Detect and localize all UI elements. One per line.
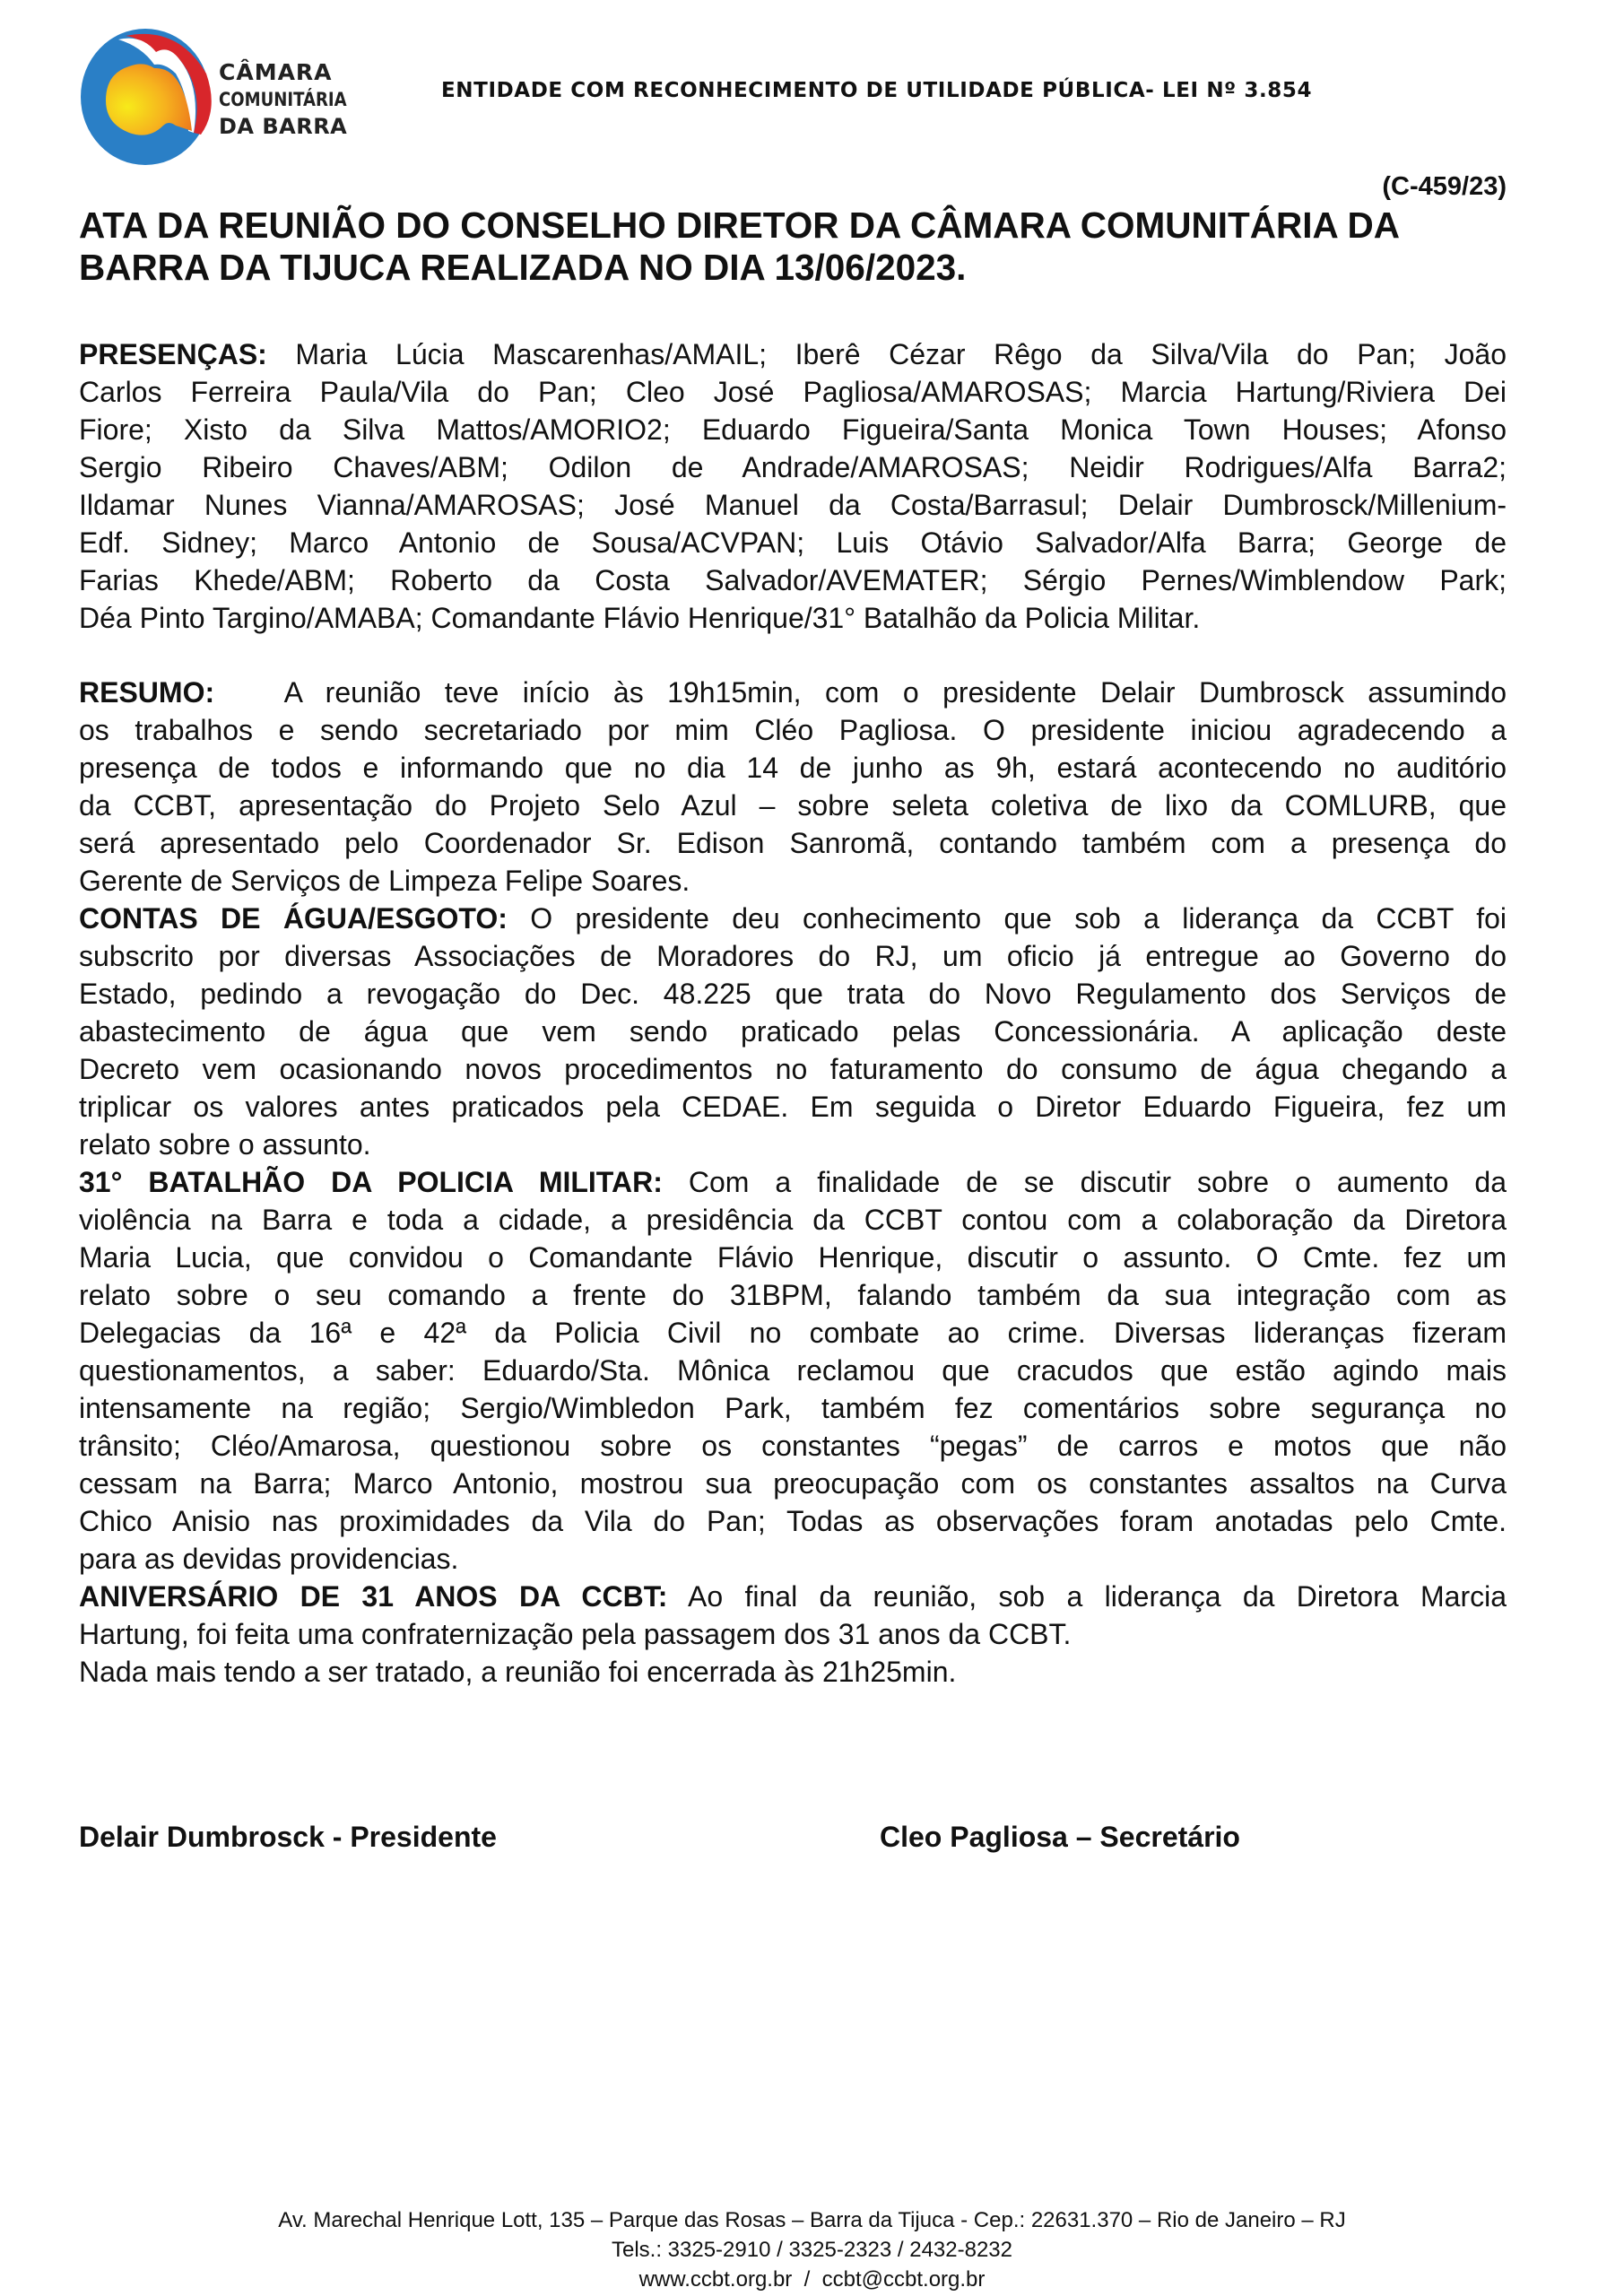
text-line: ANIVERSÁRIO DE 31 ANOS DA CCBT: Ao final da reunião, sob a liderança da Diretora Marcia (79, 1580, 1507, 1613)
text-line: Farias Khede/ABM; Roberto da Costa Salvador/AVEMATER; Sérgio Pernes/Wimblendow Park; (79, 564, 1507, 596)
text-line: violência na Barra e toda a cidade, a presidência da CCBT contou com a colaboração da Diretora (79, 1204, 1507, 1236)
footer-phones: Tels.: 3325-2910 / 3325-2323 / 2432-8232 (611, 2238, 1012, 2262)
logo-line-1: CÂMARA (219, 59, 333, 85)
ccbt-logo-icon (79, 27, 215, 166)
ccbt-logo (79, 27, 215, 166)
text-line: relato sobre o seu comando a frente do 31BPM, falando também da sua integração com as (79, 1279, 1507, 1311)
text-line: questionamentos, a saber: Eduardo/Sta. Mônica reclamou que cracudos que estão agindo mais (79, 1354, 1507, 1387)
attendance-label: PRESENÇAS: (79, 338, 267, 370)
text-line: abastecimento de água que vem sendo praticado pelas Concessionária. A aplicação deste (79, 1015, 1507, 1048)
text-line: Ildamar Nunes Vianna/AMAROSAS; José Manuel da Costa/Barrasul; Delair Dumbrosck/Millenium- (79, 489, 1507, 521)
document-title (79, 204, 1508, 289)
text-line: Delegacias da 16ª e 42ª da Policia Civil no combate ao crime. Diversas lideranças fizeram (79, 1317, 1507, 1349)
anniversary-label: ANIVERSÁRIO DE 31 ANOS DA CCBT: (79, 1580, 668, 1613)
title-line: ATA DA REUNIÃO DO CONSELHO DIRETOR DA CÂMARA COMUNITÁRIA DA (79, 204, 1400, 246)
secretary-signature: Cleo Pagliosa – Secretário (880, 1821, 1240, 1853)
text-line: relato sobre o assunto. (79, 1128, 371, 1161)
attendance-section (79, 335, 1507, 637)
text-line: Fiore; Xisto da Silva Mattos/AMORIO2; Eduardo Figueira/Santa Monica Town Houses; Afonso (79, 413, 1507, 446)
document-reference: (C-459/23) (1382, 172, 1507, 201)
text-line: Estado, pedindo a revogação do Dec. 48.225 que trata do Novo Regulamento dos Serviços de (79, 978, 1507, 1010)
text-line: CONTAS DE ÁGUA/ESGOTO: O presidente deu conhecimento que sob a liderança da CCBT foi (79, 902, 1507, 935)
footer-web[interactable]: www.ccbt.org.br / ccbt@ccbt.org.br (638, 2267, 986, 2292)
text-line: 31° BATALHÃO DA POLICIA MILITAR: Com a finalidade de se discutir sobre o aumento da (79, 1166, 1507, 1198)
text-line: Sergio Ribeiro Chaves/ABM; Odilon de Andrade/AMAROSAS; Neidir Rodrigues/Alfa Barra2; (79, 451, 1507, 483)
header-tagline: ENTIDADE COM RECONHECIMENTO DE UTILIDADE PÚBLICA- LEI Nº 3.854 (441, 79, 1313, 102)
logo-line-2: COMUNITÁRIA (219, 89, 347, 110)
text-line: trânsito; Cléo/Amarosa, questionou sobre os constantes “pegas” de carros e motos que não (79, 1430, 1507, 1462)
page-footer (0, 2205, 1624, 2294)
text-line: intensamente na região; Sergio/Wimbledon Park, também fez comentários sobre segurança no (79, 1392, 1507, 1424)
title-line: BARRA DA TIJUCA REALIZADA NO DIA 13/06/2023. (79, 247, 967, 288)
text-line: da CCBT, apresentação do Projeto Selo Azul – sobre seleta coletiva de lixo da COMLURB, que (79, 789, 1507, 822)
police-battalion-label: 31° BATALHÃO DA POLICIA MILITAR: (79, 1166, 663, 1198)
text-line: cessam na Barra; Marco Antonio, mostrou sua preocupação com os constantes assaltos na Curva (79, 1467, 1507, 1500)
text-line: Déa Pinto Targino/AMABA; Comandante Flávio Henrique/31° Batalhão da Policia Militar. (79, 602, 1201, 634)
text-line: RESUMO: A reunião teve início às 19h15min, com o presidente Delair Dumbrosck assumindo (79, 676, 1507, 709)
text-line: Chico Anisio nas proximidades da Vila do Pan; Todas as observações foram anotadas pelo Cmte. (79, 1505, 1507, 1537)
president-signature: Delair Dumbrosck - Presidente (79, 1821, 497, 1853)
text-line: Gerente de Serviços de Limpeza Felipe Soares. (79, 865, 690, 897)
text-line: Edf. Sidney; Marco Antonio de Sousa/ACVPAN; Luis Otávio Salvador/Alfa Barra; George de (79, 526, 1507, 559)
text-line: Hartung, foi feita uma confraternização pela passagem dos 31 anos da CCBT. (79, 1618, 1072, 1650)
text-line: presença de todos e informando que no dia 14 de junho as 9h, estará acontecendo no auditório (79, 752, 1507, 784)
text-line: os trabalhos e sendo secretariado por mim Cléo Pagliosa. O presidente iniciou agradecendo a (79, 714, 1507, 746)
text-line: PRESENÇAS: Maria Lúcia Mascarenhas/AMAIL; Iberê Cézar Rêgo da Silva/Vila do Pan; João (79, 338, 1507, 370)
text-line: Maria Lucia, que convidou o Comandante Flávio Henrique, discutir o assunto. O Cmte. fez um (79, 1241, 1507, 1274)
text-line: triplicar os valores antes praticados pela CEDAE. Em seguida o Diretor Eduardo Figueira, fez um (79, 1091, 1507, 1123)
text-line: subscrito por diversas Associações de Moradores do RJ, um oficio já entregue ao Governo do (79, 940, 1507, 972)
minutes-body (79, 674, 1507, 1691)
text-line: para as devidas providencias. (79, 1543, 459, 1575)
water-bills-label: CONTAS DE ÁGUA/ESGOTO: (79, 902, 508, 935)
text-line: Decreto vem ocasionando novos procedimentos no faturamento do consumo de água chegando a (79, 1053, 1507, 1085)
footer-address: Av. Marechal Henrique Lott, 135 – Parque das Rosas – Barra da Tijuca - Cep.: 22631.370 – Rio de Janeiro – RJ (278, 2208, 1346, 2232)
text-line: Carlos Ferreira Paula/Vila do Pan; Cleo José Pagliosa/AMAROSAS; Marcia Hartung/Riviera Dei (79, 376, 1507, 408)
logo-line-3: DA BARRA (219, 114, 348, 139)
summary-label: RESUMO: (79, 676, 215, 709)
text-line: será apresentado pelo Coordenador Sr. Edison Sanromã, contando também com a presença do (79, 827, 1507, 859)
logo-wordmark (219, 59, 368, 140)
closing-line: Nada mais tendo a ser tratado, a reunião foi encerrada às 21h25min. (79, 1656, 957, 1688)
